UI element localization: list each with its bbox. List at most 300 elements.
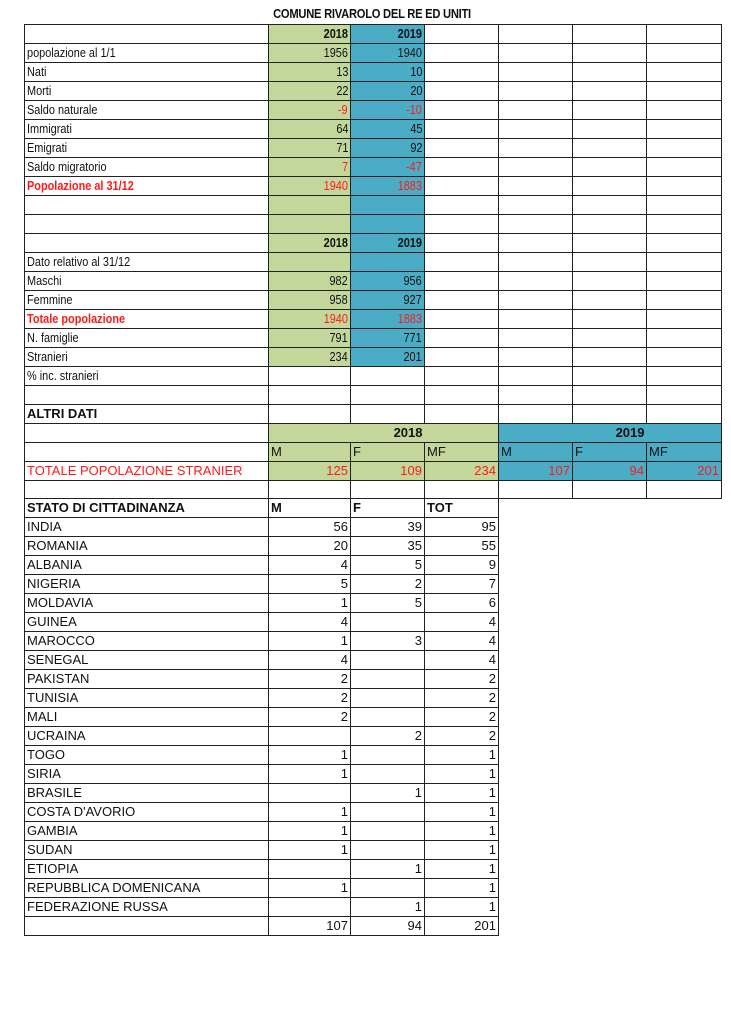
cell[interactable] [573, 101, 647, 120]
empty-area[interactable] [573, 689, 647, 708]
value-f[interactable] [351, 879, 425, 898]
value-2018[interactable] [269, 366, 351, 385]
cell[interactable] [647, 271, 722, 290]
cell[interactable] [647, 214, 722, 233]
empty-area[interactable] [499, 613, 573, 632]
total-foreign-value[interactable] [425, 461, 499, 480]
value-tot[interactable] [425, 708, 499, 727]
empty-area[interactable] [573, 727, 647, 746]
column-header-f[interactable] [351, 499, 425, 518]
empty-area[interactable] [573, 784, 647, 803]
value-tot[interactable] [425, 860, 499, 879]
sex-subheader[interactable] [351, 442, 425, 461]
value-m[interactable] [269, 689, 351, 708]
row-label[interactable] [25, 366, 269, 385]
cell[interactable] [647, 44, 722, 63]
cell[interactable] [573, 328, 647, 347]
cell[interactable] [499, 309, 573, 328]
value-f[interactable] [351, 803, 425, 822]
value-tot[interactable] [425, 651, 499, 670]
cell[interactable] [573, 25, 647, 44]
empty-area[interactable] [647, 556, 722, 575]
cell[interactable] [573, 309, 647, 328]
row-label[interactable] [25, 120, 269, 139]
country-name[interactable] [25, 822, 269, 841]
value-tot[interactable] [425, 765, 499, 784]
citizenship-header[interactable] [25, 499, 269, 518]
empty-cell[interactable] [269, 480, 351, 499]
empty-area[interactable] [573, 651, 647, 670]
cell[interactable] [647, 101, 722, 120]
empty-cell[interactable] [269, 252, 351, 271]
cell[interactable] [425, 404, 499, 423]
empty-area[interactable] [499, 670, 573, 689]
total-foreign-value[interactable] [351, 461, 425, 480]
empty-area[interactable] [499, 499, 573, 518]
row-label[interactable] [25, 328, 269, 347]
value-f[interactable] [351, 822, 425, 841]
cell[interactable] [573, 290, 647, 309]
empty-area[interactable] [647, 670, 722, 689]
empty-area[interactable] [499, 556, 573, 575]
cell[interactable] [499, 25, 573, 44]
cell[interactable] [499, 214, 573, 233]
empty-area[interactable] [499, 594, 573, 613]
empty-area[interactable] [647, 594, 722, 613]
value-m[interactable] [269, 822, 351, 841]
empty-area[interactable] [647, 917, 722, 936]
value-tot[interactable] [425, 898, 499, 917]
value-2019[interactable] [351, 158, 425, 177]
sex-subheader[interactable] [647, 442, 722, 461]
empty-cell[interactable] [269, 214, 351, 233]
cell[interactable] [647, 366, 722, 385]
value-2018[interactable] [269, 139, 351, 158]
cell[interactable] [499, 120, 573, 139]
value-2019[interactable] [351, 44, 425, 63]
value-tot[interactable] [425, 575, 499, 594]
value-m[interactable] [269, 879, 351, 898]
value-m[interactable] [269, 765, 351, 784]
empty-cell[interactable] [351, 252, 425, 271]
country-name[interactable] [25, 898, 269, 917]
value-2018[interactable] [269, 101, 351, 120]
value-m[interactable] [269, 537, 351, 556]
column-header-m[interactable] [269, 499, 351, 518]
empty-area[interactable] [499, 879, 573, 898]
value-f[interactable] [351, 727, 425, 746]
cell[interactable] [647, 480, 722, 499]
empty-cell[interactable] [269, 385, 351, 404]
cell[interactable] [647, 252, 722, 271]
empty-cell[interactable] [269, 423, 351, 442]
cell[interactable] [499, 139, 573, 158]
empty-area[interactable] [647, 879, 722, 898]
value-f[interactable] [351, 632, 425, 651]
value-tot[interactable] [425, 727, 499, 746]
empty-area[interactable] [647, 499, 722, 518]
total-foreign-value[interactable] [573, 461, 647, 480]
empty-cell[interactable] [25, 442, 269, 461]
cell[interactable] [573, 120, 647, 139]
empty-area[interactable] [573, 632, 647, 651]
cell[interactable] [499, 328, 573, 347]
cell[interactable] [499, 347, 573, 366]
value-f[interactable] [351, 765, 425, 784]
cell[interactable] [499, 196, 573, 215]
empty-cell[interactable] [351, 385, 425, 404]
cell[interactable] [425, 120, 499, 139]
value-m[interactable] [269, 841, 351, 860]
cell[interactable] [573, 404, 647, 423]
empty-area[interactable] [499, 841, 573, 860]
cell[interactable] [499, 82, 573, 101]
total-foreign-value[interactable] [269, 461, 351, 480]
cell[interactable] [647, 196, 722, 215]
value-m[interactable] [269, 898, 351, 917]
cell[interactable] [573, 480, 647, 499]
row-label[interactable] [25, 290, 269, 309]
cell[interactable] [647, 347, 722, 366]
value-m[interactable] [269, 708, 351, 727]
value-tot[interactable] [425, 879, 499, 898]
cell[interactable] [425, 290, 499, 309]
cell[interactable] [647, 82, 722, 101]
empty-area[interactable] [573, 898, 647, 917]
value-f[interactable] [351, 537, 425, 556]
empty-area[interactable] [573, 556, 647, 575]
empty-cell[interactable] [499, 423, 573, 442]
row-label[interactable] [25, 63, 269, 82]
empty-area[interactable] [573, 670, 647, 689]
value-tot[interactable] [425, 613, 499, 632]
value-2019[interactable] [351, 309, 425, 328]
empty-area[interactable] [573, 822, 647, 841]
cell[interactable] [425, 385, 499, 404]
cell[interactable] [425, 480, 499, 499]
empty-area[interactable] [573, 708, 647, 727]
value-f[interactable] [351, 613, 425, 632]
country-name[interactable] [25, 556, 269, 575]
empty-area[interactable] [499, 575, 573, 594]
value-tot[interactable] [425, 537, 499, 556]
value-2018[interactable] [269, 82, 351, 101]
empty-area[interactable] [647, 898, 722, 917]
cell[interactable] [647, 404, 722, 423]
empty-area[interactable] [647, 689, 722, 708]
cell[interactable] [425, 233, 499, 252]
value-f[interactable] [351, 556, 425, 575]
value-tot[interactable] [425, 632, 499, 651]
value-f[interactable] [351, 898, 425, 917]
empty-area[interactable] [647, 803, 722, 822]
value-m[interactable] [269, 556, 351, 575]
empty-area[interactable] [499, 765, 573, 784]
value-f[interactable] [351, 594, 425, 613]
empty-area[interactable] [499, 708, 573, 727]
empty-area[interactable] [647, 708, 722, 727]
value-2019[interactable] [351, 290, 425, 309]
column-header-tot[interactable] [425, 499, 499, 518]
cell[interactable] [425, 252, 499, 271]
value-m[interactable] [269, 613, 351, 632]
empty-area[interactable] [647, 765, 722, 784]
empty-cell[interactable] [25, 917, 269, 936]
cell[interactable] [425, 63, 499, 82]
empty-area[interactable] [573, 841, 647, 860]
country-name[interactable] [25, 689, 269, 708]
value-tot[interactable] [425, 556, 499, 575]
empty-area[interactable] [499, 898, 573, 917]
empty-cell[interactable] [269, 404, 351, 423]
value-tot[interactable] [425, 784, 499, 803]
subtitle-label[interactable] [25, 252, 269, 271]
row-label[interactable] [25, 177, 269, 196]
value-f[interactable] [351, 689, 425, 708]
total-tot[interactable] [425, 917, 499, 936]
cell[interactable] [425, 25, 499, 44]
cell[interactable] [647, 328, 722, 347]
row-label[interactable] [25, 271, 269, 290]
value-tot[interactable] [425, 822, 499, 841]
value-2019[interactable] [351, 101, 425, 120]
cell[interactable] [573, 385, 647, 404]
empty-area[interactable] [573, 917, 647, 936]
country-name[interactable] [25, 518, 269, 537]
empty-area[interactable] [573, 879, 647, 898]
sex-subheader[interactable] [425, 442, 499, 461]
value-tot[interactable] [425, 670, 499, 689]
value-2019[interactable] [351, 139, 425, 158]
empty-area[interactable] [647, 575, 722, 594]
country-name[interactable] [25, 727, 269, 746]
value-m[interactable] [269, 746, 351, 765]
empty-cell[interactable] [647, 423, 722, 442]
empty-area[interactable] [647, 613, 722, 632]
country-name[interactable] [25, 594, 269, 613]
cell[interactable] [647, 177, 722, 196]
value-m[interactable] [269, 727, 351, 746]
empty-area[interactable] [647, 727, 722, 746]
sex-subheader[interactable] [573, 442, 647, 461]
value-f[interactable] [351, 518, 425, 537]
cell[interactable] [647, 385, 722, 404]
total-foreign-value[interactable] [499, 461, 573, 480]
empty-area[interactable] [573, 860, 647, 879]
value-2018[interactable] [269, 309, 351, 328]
empty-area[interactable] [573, 537, 647, 556]
value-2019[interactable] [351, 347, 425, 366]
cell[interactable] [573, 214, 647, 233]
cell[interactable] [573, 139, 647, 158]
cell[interactable] [647, 309, 722, 328]
empty-area[interactable] [573, 499, 647, 518]
country-name[interactable] [25, 708, 269, 727]
empty-cell[interactable] [351, 404, 425, 423]
empty-area[interactable] [647, 841, 722, 860]
value-f[interactable] [351, 784, 425, 803]
value-tot[interactable] [425, 518, 499, 537]
empty-area[interactable] [499, 784, 573, 803]
country-name[interactable] [25, 575, 269, 594]
cell[interactable] [499, 385, 573, 404]
empty-area[interactable] [499, 803, 573, 822]
cell[interactable] [647, 233, 722, 252]
empty-area[interactable] [647, 746, 722, 765]
sex-subheader[interactable] [269, 442, 351, 461]
empty-area[interactable] [647, 822, 722, 841]
cell[interactable] [573, 196, 647, 215]
country-name[interactable] [25, 632, 269, 651]
cell[interactable] [425, 328, 499, 347]
value-m[interactable] [269, 575, 351, 594]
cell[interactable] [499, 177, 573, 196]
country-name[interactable] [25, 765, 269, 784]
value-2019[interactable] [351, 271, 425, 290]
empty-area[interactable] [499, 632, 573, 651]
cell[interactable] [573, 366, 647, 385]
cell[interactable] [573, 158, 647, 177]
value-2019[interactable] [351, 177, 425, 196]
empty-area[interactable] [573, 575, 647, 594]
value-tot[interactable] [425, 841, 499, 860]
total-f[interactable] [351, 917, 425, 936]
cell[interactable] [499, 158, 573, 177]
year-2019-header[interactable] [573, 423, 647, 442]
country-name[interactable] [25, 879, 269, 898]
value-f[interactable] [351, 708, 425, 727]
value-2019[interactable] [351, 63, 425, 82]
cell[interactable] [573, 271, 647, 290]
cell[interactable] [499, 63, 573, 82]
cell[interactable] [499, 44, 573, 63]
country-name[interactable] [25, 841, 269, 860]
value-f[interactable] [351, 651, 425, 670]
country-name[interactable] [25, 746, 269, 765]
value-tot[interactable] [425, 746, 499, 765]
cell[interactable] [425, 82, 499, 101]
empty-area[interactable] [499, 727, 573, 746]
total-foreign-value[interactable] [647, 461, 722, 480]
value-tot[interactable] [425, 594, 499, 613]
cell[interactable] [425, 44, 499, 63]
cell[interactable] [425, 158, 499, 177]
value-2018[interactable] [269, 63, 351, 82]
value-2018[interactable] [269, 158, 351, 177]
value-tot[interactable] [425, 689, 499, 708]
year-2018-header[interactable] [269, 25, 351, 44]
value-2018[interactable] [269, 120, 351, 139]
value-f[interactable] [351, 746, 425, 765]
value-m[interactable] [269, 784, 351, 803]
empty-area[interactable] [573, 518, 647, 537]
value-f[interactable] [351, 860, 425, 879]
value-2019[interactable] [351, 120, 425, 139]
value-2018[interactable] [269, 328, 351, 347]
empty-cell[interactable] [351, 196, 425, 215]
cell[interactable] [425, 347, 499, 366]
cell[interactable] [499, 404, 573, 423]
cell[interactable] [647, 290, 722, 309]
empty-area[interactable] [499, 746, 573, 765]
value-2018[interactable] [269, 177, 351, 196]
cell[interactable] [425, 271, 499, 290]
cell[interactable] [573, 44, 647, 63]
empty-cell[interactable] [25, 385, 269, 404]
value-m[interactable] [269, 860, 351, 879]
empty-area[interactable] [499, 917, 573, 936]
empty-area[interactable] [573, 746, 647, 765]
country-name[interactable] [25, 803, 269, 822]
cell[interactable] [425, 196, 499, 215]
empty-area[interactable] [499, 518, 573, 537]
value-2018[interactable] [269, 290, 351, 309]
empty-area[interactable] [647, 860, 722, 879]
value-2019[interactable] [351, 82, 425, 101]
empty-cell[interactable] [269, 196, 351, 215]
empty-area[interactable] [647, 784, 722, 803]
cell[interactable] [573, 252, 647, 271]
country-name[interactable] [25, 670, 269, 689]
altri-dati-heading[interactable] [25, 404, 269, 423]
country-name[interactable] [25, 613, 269, 632]
empty-area[interactable] [573, 803, 647, 822]
empty-cell[interactable] [25, 196, 269, 215]
empty-cell[interactable] [25, 480, 269, 499]
sex-subheader[interactable] [499, 442, 573, 461]
value-m[interactable] [269, 651, 351, 670]
country-name[interactable] [25, 651, 269, 670]
value-m[interactable] [269, 803, 351, 822]
cell[interactable] [499, 290, 573, 309]
value-2018[interactable] [269, 347, 351, 366]
cell[interactable] [573, 177, 647, 196]
country-name[interactable] [25, 784, 269, 803]
cell[interactable] [647, 139, 722, 158]
cell[interactable] [425, 101, 499, 120]
cell[interactable] [499, 271, 573, 290]
value-f[interactable] [351, 670, 425, 689]
empty-cell[interactable] [351, 214, 425, 233]
empty-area[interactable] [499, 537, 573, 556]
value-m[interactable] [269, 632, 351, 651]
cell[interactable] [499, 101, 573, 120]
value-tot[interactable] [425, 803, 499, 822]
empty-area[interactable] [573, 613, 647, 632]
empty-area[interactable] [499, 651, 573, 670]
year-2019-header[interactable] [351, 25, 425, 44]
empty-area[interactable] [647, 651, 722, 670]
year-2018-header[interactable] [269, 233, 351, 252]
empty-area[interactable] [573, 765, 647, 784]
year-2019-header[interactable] [351, 233, 425, 252]
cell[interactable] [425, 139, 499, 158]
value-2018[interactable] [269, 271, 351, 290]
value-f[interactable] [351, 575, 425, 594]
row-label[interactable] [25, 158, 269, 177]
value-2019[interactable] [351, 328, 425, 347]
row-label[interactable] [25, 101, 269, 120]
cell[interactable] [499, 480, 573, 499]
empty-area[interactable] [499, 860, 573, 879]
label-cell[interactable] [25, 25, 269, 44]
cell[interactable] [425, 214, 499, 233]
cell[interactable] [499, 366, 573, 385]
country-name[interactable] [25, 537, 269, 556]
empty-cell[interactable] [425, 423, 499, 442]
empty-cell[interactable] [351, 480, 425, 499]
value-2018[interactable] [269, 44, 351, 63]
